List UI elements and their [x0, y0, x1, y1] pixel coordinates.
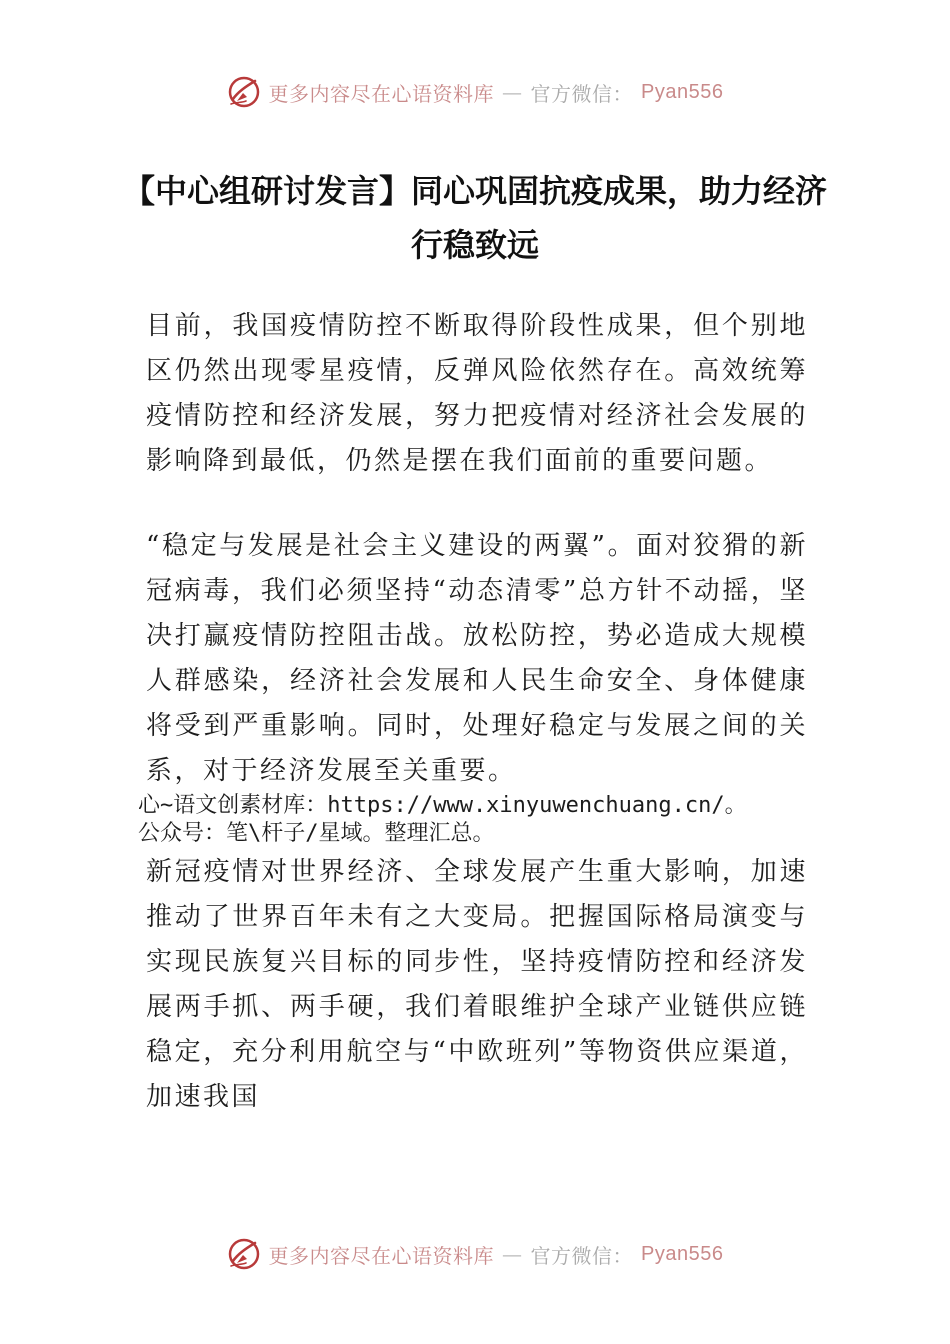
header-banner-text: 更多内容尽在心语资料库	[268, 81, 495, 106]
header-banner-label: 官方微信：	[530, 81, 634, 106]
footer-banner-label: 官方微信：	[530, 1243, 634, 1268]
footer-wechat-id: Pyan556	[641, 1242, 724, 1265]
header-banner	[0, 70, 950, 114]
footer-banner-text: 更多内容尽在心语资料库	[268, 1243, 495, 1268]
paragraph-2: “稳定与发展是社会主义建设的两翼”。面对狡猾的新冠病毒，我们必须坚持“动态清零”总方针不动摇，坚决打赢疫情防控阻击战。放松防控，势必造成大规模人群感染，经济社会发展和人民生命安全、身体健康将受到严重影响。同时，处理好稳定与发展之间的关系，对于经济发展至关重要。	[146, 531, 808, 786]
footer-banner	[0, 1232, 950, 1276]
footer-banner-separator: —	[502, 1242, 523, 1266]
pen-logo-icon	[227, 75, 261, 109]
source-note-line-1: 心~语文创素材库：https://www.xinyuwenchuang.cn/。	[138, 793, 747, 818]
source-note	[138, 792, 838, 848]
paragraph-3: 新冠疫情对世界经济、全球发展产生重大影响，加速推动了世界百年未有之大变局。把握国际格局演变与实现民族复兴目标的同步性，坚持疫情防控和经济发展两手抓、两手硬，我们着眼维护全球产业链供应链稳定，充分利用航空与“中欧班列”等物资供应渠道，加速我国	[146, 857, 808, 1112]
source-note-line-2: 公众号：笔\杆子/星域。整理汇总。	[138, 821, 495, 846]
header-banner-separator: —	[502, 80, 523, 104]
paragraph-1: 目前，我国疫情防控不断取得阶段性成果，但个别地区仍然出现零星疫情，反弹风险依然存在。高效统筹疫情防控和经济发展，努力把疫情对经济社会发展的影响降到最低，仍然是摆在我们面前的重要问题。	[146, 311, 808, 476]
pen-logo-icon	[227, 1237, 261, 1271]
header-wechat-id: Pyan556	[641, 80, 724, 103]
document-title: 【中心组研讨发言】同心巩固抗疫成果，助力经济行稳致远	[122, 172, 827, 264]
